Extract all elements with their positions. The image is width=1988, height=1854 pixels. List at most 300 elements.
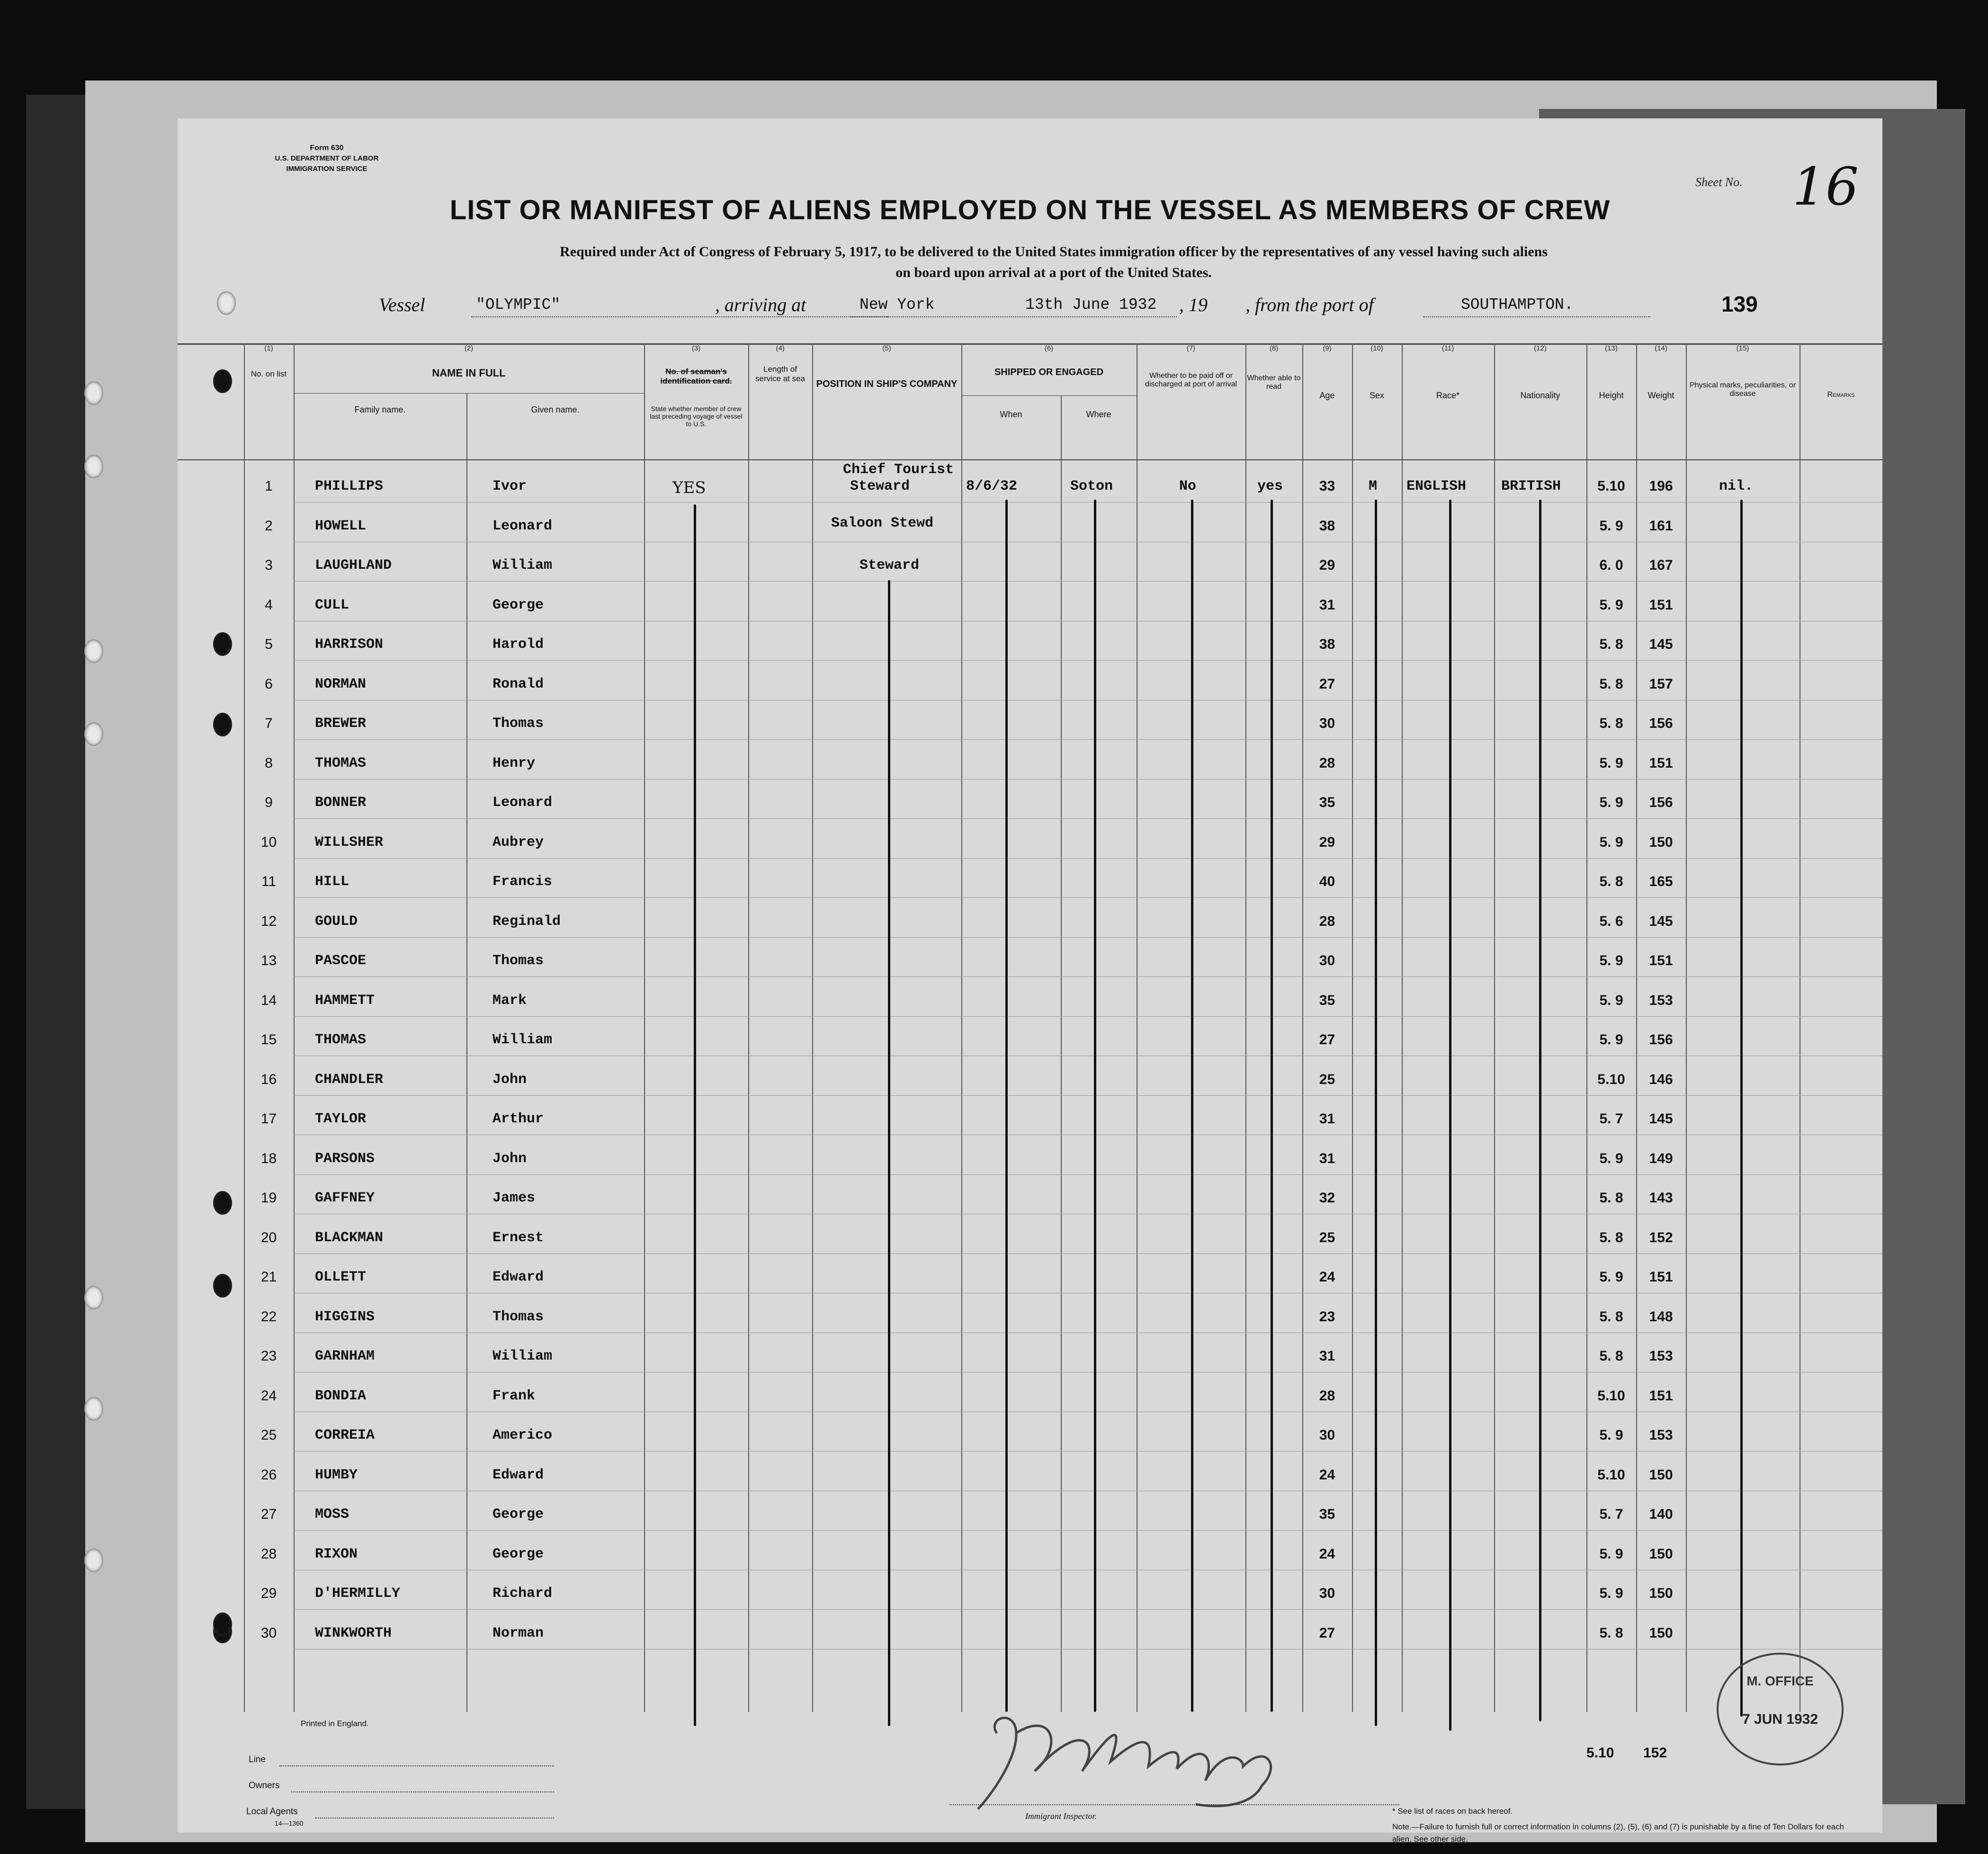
row-number: 25 <box>260 1427 277 1443</box>
weight: 145 <box>1649 913 1673 929</box>
col-number-8: (8) <box>1269 344 1279 352</box>
row-rule <box>294 660 1882 661</box>
given-name: Americo <box>493 1427 553 1443</box>
family-name: CHANDLER <box>315 1071 384 1088</box>
races-note: * See list of races on back hereof. <box>1392 1807 1513 1816</box>
nationality-value: BRITISH <box>1501 478 1561 494</box>
col-number-2: (2) <box>464 344 474 352</box>
row-rule <box>294 818 1882 819</box>
height: 5. 9 <box>1599 795 1623 810</box>
height: 5.10 <box>1597 1467 1625 1483</box>
binder-hole <box>213 1191 232 1215</box>
header-physical-marks: Physical marks, peculiarities, or disease <box>1689 381 1796 398</box>
inspector-signature-line <box>949 1804 1399 1805</box>
age: 35 <box>1319 992 1335 1008</box>
family-name: PHILLIPS <box>315 478 384 494</box>
col-number-15: (15) <box>1736 344 1749 352</box>
header-race: Race* <box>1436 391 1460 400</box>
row-number: 29 <box>260 1585 277 1601</box>
extra-weight: 152 <box>1643 1745 1667 1761</box>
age: 27 <box>1319 1032 1335 1048</box>
family-name: THOMAS <box>315 1032 367 1048</box>
manifest-sheet <box>178 118 1882 1844</box>
given-name: Henry <box>493 755 536 771</box>
given-name: Ivor <box>493 478 527 494</box>
given-name: Francis <box>493 874 553 890</box>
given-name: George <box>493 1506 544 1523</box>
weight: 156 <box>1649 1032 1673 1048</box>
given-name: Ronald <box>493 676 544 692</box>
col-rule-14 <box>1494 343 1495 1712</box>
arriving-port-line <box>850 316 1177 317</box>
family-name: TAYLOR <box>315 1111 367 1127</box>
header-no-on-list: No. on list <box>251 369 287 378</box>
height: 5.10 <box>1597 1388 1625 1404</box>
family-name: BONDIA <box>315 1388 367 1404</box>
binder-hole <box>84 1397 103 1421</box>
col-rule-6 <box>812 343 813 1712</box>
height: 5. 8 <box>1599 1190 1623 1206</box>
binder-hole <box>217 291 236 315</box>
name-subheader-rule <box>294 393 644 394</box>
row-number: 8 <box>265 755 273 771</box>
given-name: George <box>493 1546 544 1562</box>
weight: 145 <box>1649 1111 1673 1127</box>
given-name: Leonard <box>493 518 553 534</box>
printed-in-england: Printed in England. <box>301 1719 369 1728</box>
position-row-3: Steward <box>860 557 920 573</box>
weight: 151 <box>1649 755 1673 771</box>
from-port-label: , from the port of <box>1245 294 1374 315</box>
header-age: Age <box>1319 391 1335 400</box>
given-name: Norman <box>493 1625 544 1641</box>
family-name: MOSS <box>315 1506 349 1523</box>
line-label: Line <box>249 1755 266 1764</box>
header-height: Height <box>1599 391 1624 400</box>
header-given-name: Given name. <box>531 405 580 414</box>
family-name: BLACKMAN <box>315 1229 384 1246</box>
given-name: James <box>493 1190 536 1206</box>
shipped-where: Soton <box>1070 478 1113 494</box>
ditto-stroke-paid-off <box>1191 500 1193 1712</box>
age: 30 <box>1319 716 1335 731</box>
row-number: 12 <box>260 913 277 929</box>
position-line-1: Chief Tourist <box>843 462 954 478</box>
given-name: Aubrey <box>493 834 544 851</box>
weight: 151 <box>1649 1269 1673 1285</box>
height: 5. 9 <box>1599 1150 1623 1166</box>
binder-hole <box>213 713 232 736</box>
departure-port-line <box>1423 316 1650 317</box>
age: 25 <box>1319 1071 1335 1087</box>
given-name: Leonard <box>493 795 553 811</box>
col-rule-13 <box>1402 343 1403 1712</box>
age: 24 <box>1319 1269 1335 1285</box>
position-line-2: Steward <box>850 478 910 494</box>
family-name: HUMBY <box>315 1467 358 1483</box>
col-rule-3 <box>466 393 467 1712</box>
height: 5. 8 <box>1599 676 1623 692</box>
arriving-port: New York <box>860 296 935 313</box>
family-name: HIGGINS <box>315 1308 375 1325</box>
col-number-5: (5) <box>882 344 891 352</box>
binder-hole <box>84 455 103 478</box>
age: 31 <box>1319 597 1335 613</box>
row-number: 5 <box>265 636 273 652</box>
given-name: William <box>493 1348 553 1364</box>
header-name-in-full: NAME IN FULL <box>432 367 506 379</box>
weight: 145 <box>1649 636 1673 652</box>
form-number: Form 630 <box>310 144 344 152</box>
sheet-number-label: Sheet No. <box>1695 175 1743 189</box>
row-number: 27 <box>260 1506 277 1522</box>
weight: 152 <box>1649 1229 1673 1245</box>
given-name: George <box>493 597 544 613</box>
height: 5. 8 <box>1599 1625 1623 1641</box>
family-name: GAFFNEY <box>315 1190 375 1206</box>
age: 27 <box>1319 676 1335 692</box>
family-name: HOWELL <box>315 518 367 534</box>
arrival-date: 13th June 1932 <box>1025 296 1157 313</box>
age: 38 <box>1319 518 1335 534</box>
given-name: John <box>493 1150 527 1167</box>
extra-height: 5.10 <box>1586 1745 1614 1761</box>
height: 5. 9 <box>1599 518 1623 534</box>
weight: 161 <box>1649 518 1673 534</box>
stamp-office: M. OFFICE <box>1746 1674 1814 1688</box>
row-number: 6 <box>265 676 273 692</box>
weight: 167 <box>1649 557 1673 573</box>
form-code: 14—1360 <box>275 1819 304 1827</box>
weight: 156 <box>1649 716 1673 731</box>
given-name: Ernest <box>493 1229 544 1246</box>
given-name: Richard <box>493 1585 553 1602</box>
race-value: ENGLISH <box>1406 478 1467 494</box>
page-subtitle <box>400 242 1707 283</box>
binder-hole <box>213 632 232 656</box>
row-rule <box>294 1609 1882 1610</box>
family-name: D'HERMILLY <box>315 1585 401 1602</box>
header-bottom-rule <box>178 459 1882 460</box>
family-name: NORMAN <box>315 676 367 692</box>
age: 30 <box>1319 1585 1335 1601</box>
col-number-10: (10) <box>1370 344 1383 352</box>
header-where: Where <box>1086 410 1111 419</box>
height: 5. 9 <box>1599 1032 1623 1048</box>
family-name: GARNHAM <box>315 1348 375 1364</box>
given-name: William <box>493 1032 553 1048</box>
family-name: LAUGHLAND <box>315 557 392 573</box>
row-number: 9 <box>265 795 273 810</box>
family-name: BREWER <box>315 716 367 732</box>
family-name: HILL <box>315 874 349 890</box>
office-date-stamp <box>1717 1653 1844 1765</box>
ditto-stroke-nationality <box>1539 500 1541 1721</box>
age: 33 <box>1319 478 1335 494</box>
header-weight: Weight <box>1648 391 1675 400</box>
height: 5. 9 <box>1599 597 1623 613</box>
col-number-7: (7) <box>1186 344 1196 352</box>
height: 5. 9 <box>1599 953 1623 968</box>
row-number: 16 <box>260 1071 277 1087</box>
header-length-of-service: Length of service at sea <box>755 365 805 383</box>
position-row-2: Saloon Stewd <box>831 515 934 531</box>
age: 31 <box>1319 1111 1335 1127</box>
given-name: Edward <box>493 1467 544 1483</box>
row-number: 15 <box>260 1032 277 1048</box>
age: 30 <box>1319 953 1335 968</box>
given-name: Thomas <box>493 953 544 969</box>
ditto-stroke-sex <box>1375 500 1377 1726</box>
manifest-number: 139 <box>1721 292 1758 316</box>
given-name: Thomas <box>493 716 544 732</box>
height: 5.10 <box>1597 478 1625 494</box>
sheet-number-handwritten: 16 <box>1792 156 1859 217</box>
height: 5. 6 <box>1599 913 1623 929</box>
vessel-label: Vessel <box>379 294 425 315</box>
height: 5. 9 <box>1599 1427 1623 1443</box>
given-name: Reginald <box>493 913 561 930</box>
row-number: 20 <box>260 1229 277 1245</box>
physical-marks-value: nil. <box>1719 478 1754 494</box>
year-label: , 19 <box>1179 294 1208 315</box>
col-rule-7 <box>961 343 962 1712</box>
col-rule-12 <box>1352 343 1353 1712</box>
header-able-to-read: Whether able to read <box>1247 374 1301 391</box>
row-rule <box>294 1095 1882 1096</box>
vessel-name-line <box>471 316 888 317</box>
row-number: 19 <box>260 1190 277 1206</box>
weight: 150 <box>1649 1625 1673 1641</box>
line-signature-line <box>279 1765 554 1766</box>
given-name: John <box>493 1071 527 1088</box>
col-number-3: (3) <box>691 344 701 352</box>
family-name: PASCOE <box>315 953 367 969</box>
ditto-stroke-where <box>1094 500 1096 1712</box>
owners-signature-line <box>291 1791 554 1792</box>
row-number: 17 <box>260 1111 277 1127</box>
weight: 148 <box>1649 1308 1673 1325</box>
header-remarks: Remarks <box>1827 391 1855 399</box>
binder-hole <box>213 1274 232 1298</box>
row-rule <box>294 739 1882 740</box>
age: 38 <box>1319 636 1335 652</box>
binder-hole <box>84 639 103 663</box>
row-number: 30 <box>260 1625 277 1641</box>
row-rule <box>294 1530 1882 1531</box>
weight: 153 <box>1649 1427 1673 1443</box>
ditto-stroke-marks <box>1740 500 1743 1717</box>
given-name: Mark <box>493 992 527 1009</box>
ditto-stroke-seaman <box>694 504 696 1726</box>
given-name: Arthur <box>493 1111 544 1127</box>
weight: 150 <box>1649 1467 1673 1483</box>
row-number: 24 <box>260 1388 277 1404</box>
weight: 140 <box>1649 1506 1673 1522</box>
weight: 150 <box>1649 1546 1673 1562</box>
row-number: 22 <box>260 1308 277 1325</box>
weight: 146 <box>1649 1071 1673 1087</box>
shipped-subheader-rule <box>961 395 1137 396</box>
row-rule <box>294 1174 1882 1175</box>
given-name: Edward <box>493 1269 544 1285</box>
sex-value: M <box>1369 478 1378 494</box>
given-name: William <box>493 557 553 573</box>
col-rule-2 <box>294 343 295 1712</box>
age: 27 <box>1319 1625 1335 1641</box>
row-number: 7 <box>265 716 273 731</box>
header-when: When <box>1000 410 1022 419</box>
col-number-1: (1) <box>264 344 273 352</box>
height: 5. 9 <box>1599 1546 1623 1562</box>
penalty-note: Note.—Failure to furnish full or correct information in columns (2), (5), (6) and (7) is punishable by a fine of Ten Dollars for each alien. See other side. <box>1392 1822 1844 1844</box>
col-number-13: (13) <box>1605 344 1618 352</box>
form-header-block <box>242 143 412 174</box>
row-number: 28 <box>260 1546 277 1562</box>
age: 28 <box>1319 1388 1335 1404</box>
age: 35 <box>1319 1506 1335 1522</box>
age: 24 <box>1319 1546 1335 1562</box>
family-name: RIXON <box>315 1546 358 1562</box>
local-agents-label: Local Agents <box>246 1807 298 1817</box>
family-name: OLLETT <box>315 1269 367 1285</box>
col-number-11: (11) <box>1442 344 1454 352</box>
height: 5. 8 <box>1599 1229 1623 1245</box>
age: 31 <box>1319 1348 1335 1364</box>
col-rule-8 <box>1061 395 1062 1712</box>
col-rule-4 <box>644 343 645 1712</box>
weight: 153 <box>1649 1348 1673 1364</box>
header-nationality: Nationality <box>1520 391 1560 400</box>
col-rule-17 <box>1686 343 1687 1712</box>
seaman-status-handwritten: YES <box>672 478 706 497</box>
height: 5. 7 <box>1599 1111 1623 1127</box>
height: 5. 9 <box>1599 992 1623 1008</box>
age: 30 <box>1319 1427 1335 1443</box>
ditto-stroke-when <box>1005 500 1008 1712</box>
row-number: 1 <box>265 478 273 494</box>
binder-hole <box>213 1612 232 1636</box>
age: 28 <box>1319 913 1335 929</box>
col-number-4: (4) <box>776 344 785 352</box>
age: 40 <box>1319 874 1335 889</box>
height: 6. 0 <box>1599 557 1623 573</box>
header-shipped: SHIPPED OR ENGAGED <box>994 367 1104 377</box>
owners-label: Owners <box>249 1781 280 1791</box>
row-rule <box>294 581 1882 582</box>
vessel-name: "OLYMPIC" <box>476 296 561 313</box>
age: 35 <box>1319 795 1335 810</box>
height: 5. 7 <box>1599 1506 1623 1522</box>
family-name: PARSONS <box>315 1150 375 1167</box>
weight: 157 <box>1649 676 1673 692</box>
stamp-date: 7 JUN 1932 <box>1742 1711 1818 1727</box>
height: 5. 8 <box>1599 636 1623 652</box>
height: 5. 8 <box>1599 1308 1623 1325</box>
weight: 196 <box>1649 478 1673 494</box>
binder-hole <box>213 369 232 393</box>
col-number-9: (9) <box>1323 344 1332 352</box>
height: 5. 8 <box>1599 716 1623 731</box>
family-name: WINKWORTH <box>315 1625 392 1641</box>
family-name: WILLSHER <box>315 834 384 851</box>
age: 29 <box>1319 557 1335 573</box>
binder-hole <box>84 381 103 405</box>
page-title: LIST OR MANIFEST OF ALIENS EMPLOYED ON THE VESSEL AS MEMBERS OF CREW <box>449 195 1611 225</box>
row-rule <box>294 897 1882 898</box>
weight: 150 <box>1649 834 1673 850</box>
family-name: HARRISON <box>315 636 384 653</box>
row-number: 23 <box>260 1348 277 1364</box>
age: 23 <box>1319 1308 1335 1325</box>
weight: 151 <box>1649 597 1673 613</box>
header-seaman-id: No. of seaman's identification card. <box>660 367 732 385</box>
family-name: GOULD <box>315 913 358 930</box>
weight: 156 <box>1649 795 1673 810</box>
weight: 151 <box>1649 953 1673 968</box>
height: 5. 9 <box>1599 1585 1623 1601</box>
paid-off-value: No <box>1179 478 1197 494</box>
given-name: Frank <box>493 1388 536 1404</box>
height: 5. 9 <box>1599 834 1623 850</box>
row-number: 2 <box>265 518 273 534</box>
header-position: POSITION IN SHIP'S COMPANY <box>816 379 958 389</box>
row-rule <box>294 858 1882 859</box>
weight: 151 <box>1649 1388 1673 1404</box>
age: 24 <box>1319 1467 1335 1483</box>
height: 5. 8 <box>1599 874 1623 889</box>
shipped-when: 8/6/32 <box>966 478 1018 494</box>
header-seaman-note: State whether member of crew last preceding voyage of vessel to U.S. <box>650 405 743 428</box>
row-number: 11 <box>261 874 277 889</box>
row-number: 10 <box>260 834 277 850</box>
age: 31 <box>1319 1150 1335 1166</box>
binder-hole <box>84 1549 103 1572</box>
height: 5. 8 <box>1599 1348 1623 1364</box>
department-name: U.S. DEPARTMENT OF LABOR <box>275 154 379 162</box>
subtitle-line-1: Required under Act of Congress of February 5, 1917, to be delivered to the United States immigration officer by the representatives of any vessel having such aliens <box>560 244 1548 260</box>
row-rule <box>294 976 1882 977</box>
able-to-read-value: yes <box>1257 478 1283 494</box>
height: 5. 9 <box>1599 755 1623 771</box>
col-number-12: (12) <box>1534 344 1547 352</box>
row-number: 21 <box>260 1269 277 1285</box>
height: 5. 9 <box>1599 1269 1623 1285</box>
row-number: 26 <box>260 1467 277 1483</box>
family-name: THOMAS <box>315 755 367 771</box>
row-number: 14 <box>260 992 277 1008</box>
weight: 153 <box>1649 992 1673 1008</box>
row-number: 18 <box>260 1150 277 1166</box>
binder-hole <box>84 1286 103 1309</box>
height: 5.10 <box>1597 1071 1625 1087</box>
weight: 143 <box>1649 1190 1673 1206</box>
ditto-stroke-read <box>1271 500 1273 1712</box>
col-number-14: (14) <box>1655 344 1667 352</box>
weight: 150 <box>1649 1585 1673 1601</box>
age: 25 <box>1319 1229 1335 1245</box>
family-name: BONNER <box>315 795 367 811</box>
family-name: CULL <box>315 597 349 613</box>
row-number: 3 <box>265 557 273 573</box>
row-rule <box>294 937 1882 938</box>
col-rule-10 <box>1245 343 1246 1712</box>
family-name: CORREIA <box>315 1427 375 1443</box>
immigrant-inspector-label: Immigrant Inspector. <box>1025 1811 1097 1821</box>
subtitle-line-2: on board upon arrival at a port of the United States. <box>895 265 1212 280</box>
service-name: IMMIGRATION SERVICE <box>286 165 367 173</box>
ditto-stroke-position <box>888 580 890 1726</box>
